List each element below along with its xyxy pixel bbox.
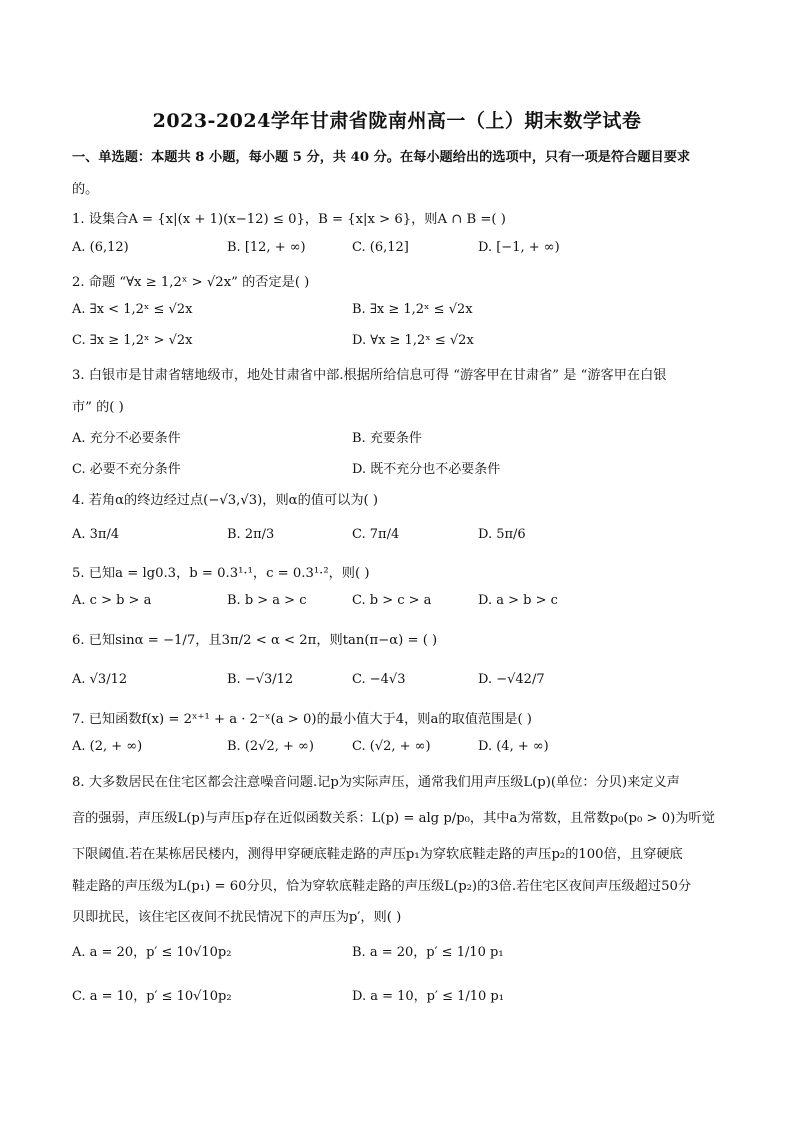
question-2-option-d: D. ∀x ≥ 1,2ˣ ≤ √2x bbox=[352, 333, 474, 348]
question-4-option-c: C. 7π/4 bbox=[352, 527, 400, 542]
question-8-option-a: A. a = 20，p′ ≤ 10√10p₂ bbox=[72, 945, 232, 960]
question-5-option-b: B. b > a > c bbox=[227, 593, 307, 608]
question-4-option-a: A. 3π/4 bbox=[72, 527, 120, 542]
question-2-stem: 2. 命题 “∀x ≥ 1,2ˣ > √2x” 的否定是( ) bbox=[72, 275, 310, 290]
question-1-option-c: C. (6,12] bbox=[352, 240, 409, 255]
question-4-option-d: D. 5π/6 bbox=[478, 527, 526, 542]
question-7-option-c: C. (√2, + ∞) bbox=[352, 739, 431, 754]
question-2-option-a: A. ∃x < 1,2ˣ ≤ √2x bbox=[72, 302, 193, 317]
question-6-option-d: D. −√42/7 bbox=[478, 672, 545, 687]
question-4-option-b: B. 2π/3 bbox=[227, 527, 275, 542]
exam-title: 2023-2024学年甘肃省陇南州高一（上）期末数学试卷 bbox=[152, 110, 642, 132]
question-3-option-a: A. 充分不必要条件 bbox=[72, 431, 181, 446]
question-8-stem-line1: 8. 大多数居民在住宅区都会注意噪音问题.记p为实际声压，通常我们用声压级L(p)(单位：分贝)来定义声 bbox=[72, 775, 680, 790]
question-8-stem-line2: 音的强弱，声压级L(p)与声压p存在近似函数关系：L(p) = alg p/p₀，其中a为常数，且常数p₀(p₀ > 0)为听觉 bbox=[72, 811, 715, 826]
question-1-option-d: D. [−1, + ∞) bbox=[478, 240, 560, 255]
section-instructions-line2: 的。 bbox=[72, 182, 99, 197]
question-1-option-a: A. (6,12) bbox=[72, 240, 129, 255]
question-2-option-b: B. ∃x ≥ 1,2ˣ ≤ √2x bbox=[352, 302, 473, 317]
question-8-stem-line4: 鞋走路的声压级为L(p₁) = 60分贝，恰为穿软底鞋走路的声压级L(p₂)的3倍.若住宅区夜间声压级超过50分 bbox=[72, 879, 692, 894]
question-5-option-c: C. b > c > a bbox=[352, 593, 432, 608]
question-5-option-a: A. c > b > a bbox=[72, 593, 152, 608]
question-1-stem: 1. 设集合A = {x|(x + 1)(x−12) ≤ 0}，B = {x|x > 6}，则A ∩ B =( ) bbox=[72, 212, 506, 227]
question-3-option-b: B. 充要条件 bbox=[352, 431, 422, 446]
question-7-stem: 7. 已知函数f(x) = 2ˣ⁺¹ + a · 2⁻ˣ(a > 0)的最小值大于4，则a的取值范围是( ) bbox=[72, 712, 532, 727]
question-3-option-c: C. 必要不充分条件 bbox=[72, 462, 181, 477]
question-5-stem: 5. 已知a = lg0.3，b = 0.3¹·¹，c = 0.3¹·²，则( ) bbox=[72, 566, 370, 581]
section-instructions-line1: 一、单选题：本题共 8 小题，每小题 5 分，共 40 分。在每小题给出的选项中，只有一项是符合题目要求 bbox=[72, 150, 691, 165]
question-4-stem: 4. 若角α的终边经过点(−√3,√3)，则α的值可以为( ) bbox=[72, 493, 378, 508]
question-8-stem-line5: 贝即扰民，该住宅区夜间不扰民情况下的声压为p′，则( ) bbox=[72, 910, 402, 925]
question-3-option-d: D. 既不充分也不必要条件 bbox=[352, 462, 501, 477]
question-7-option-b: B. (2√2, + ∞) bbox=[227, 739, 314, 754]
question-8-option-b: B. a = 20，p′ ≤ 1/10 p₁ bbox=[352, 945, 504, 960]
question-6-stem: 6. 已知sinα = −1/7，且3π/2 < α < 2π，则tan(π−α) = ( ) bbox=[72, 633, 438, 648]
question-6-option-b: B. −√3/12 bbox=[227, 672, 294, 687]
question-8-stem-line3: 下限阈值.若在某栋居民楼内，测得甲穿硬底鞋走路的声压p₁为穿软底鞋走路的声压p₂的100倍，且穿硬底 bbox=[72, 847, 683, 862]
question-3-stem-line2: 市” 的( ) bbox=[72, 400, 124, 415]
question-3-stem-line1: 3. 白银市是甘肃省辖地级市，地处甘肃省中部.根据所给信息可得 “游客甲在甘肃省” 是 “游客甲在白银 bbox=[72, 368, 667, 383]
question-7-option-d: D. (4, + ∞) bbox=[478, 739, 549, 754]
question-5-option-d: D. a > b > c bbox=[478, 593, 558, 608]
question-8-option-c: C. a = 10，p′ ≤ 10√10p₂ bbox=[72, 989, 232, 1004]
question-6-option-c: C. −4√3 bbox=[352, 672, 406, 687]
question-8-option-d: D. a = 10，p′ ≤ 1/10 p₁ bbox=[352, 989, 504, 1004]
question-1-option-b: B. [12, + ∞) bbox=[227, 240, 306, 255]
question-7-option-a: A. (2, + ∞) bbox=[72, 739, 143, 754]
question-6-option-a: A. √3/12 bbox=[72, 672, 128, 687]
question-2-option-c: C. ∃x ≥ 1,2ˣ > √2x bbox=[72, 333, 193, 348]
